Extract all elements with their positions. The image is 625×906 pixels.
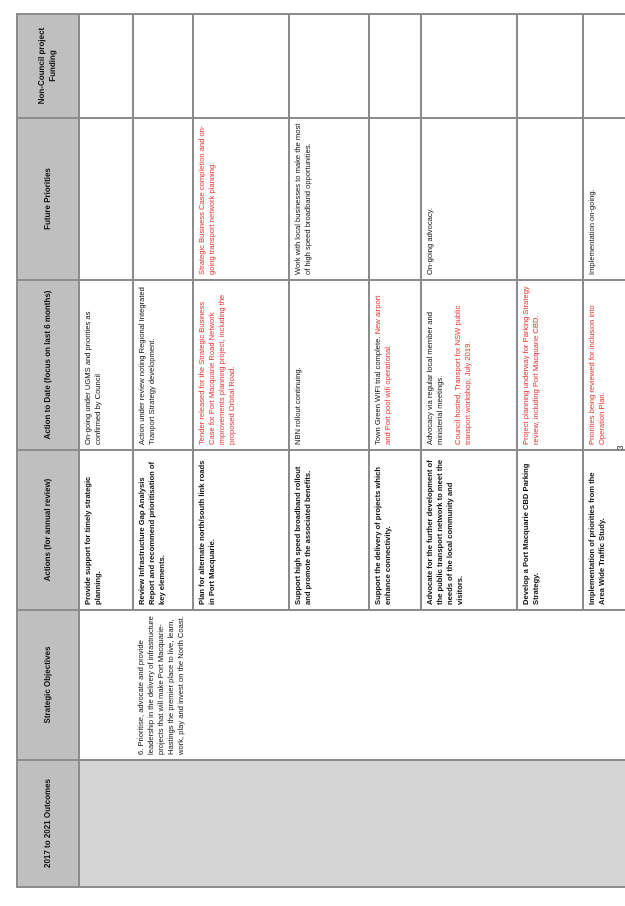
future-priorities-cell — [517, 118, 583, 280]
objective-cell-spacer — [79, 610, 133, 760]
header-action-to-date: Action to Date (focus on last 6 months) — [17, 280, 79, 450]
action-cell: Implementation of priorities from the Area Wide Traffic Study. — [583, 450, 625, 610]
table-row — [133, 14, 193, 887]
funding-cell — [133, 14, 193, 118]
action-to-date-cell: Priorities being reviewed for inclusion into Operation Plan. — [583, 280, 625, 450]
table-row — [79, 14, 133, 887]
action-cell: Plan for alternate north/south link roads in Port Macquarie. — [193, 450, 289, 610]
action-to-date-cell: Project planning underway for Parking Strategy review, including Port Macquarie CBD. — [517, 280, 583, 450]
header-outcomes: 2017 to 2021 Outcomes — [17, 760, 79, 887]
action-to-date-cell: On-going under UGMS and priorities as confirmed by Council — [79, 280, 133, 450]
future-priorities-cell: On-going advocacy. — [421, 118, 517, 280]
future-priorities-cell: Work with local businesses to make the most of high speed broadband opportunities. — [289, 118, 369, 280]
action-to-date-highlight: New airport and Port pool wifi operational. — [373, 295, 393, 445]
header-non-council-funding: Non-Council project Funding — [17, 14, 79, 118]
funding-cell — [79, 14, 133, 118]
action-to-date-text: Advocacy via regular local member and ministerial meetings. — [425, 312, 445, 445]
action-to-date-highlight: Council hosted, Transport for NSW public transport workshop, July 2019. — [453, 305, 473, 445]
action-to-date-cell: Action under review noting Regional Integrated Tranport Strategy development. — [133, 280, 193, 450]
header-strategic-objectives: Strategic Objectives — [17, 610, 79, 760]
future-priorities-cell: Strategic Business Case completion and on-going transport network planning. — [193, 118, 289, 280]
funding-cell — [517, 14, 583, 118]
future-priorities-cell — [79, 118, 133, 280]
funding-cell — [583, 14, 625, 118]
action-to-date-text: Town Green WIFI trial complete. — [373, 336, 382, 445]
funding-cell — [369, 14, 421, 118]
future-priorities-cell: Implementation on-going. — [583, 118, 625, 280]
action-to-date-cell — [421, 280, 517, 450]
table-header-row — [17, 14, 79, 887]
action-cell: Provide support for timely strategic planning. — [79, 450, 133, 610]
page-number: 3 — [616, 445, 625, 450]
future-priorities-cell — [133, 118, 193, 280]
strategic-objective-cell: 6. Prioritise, advocate and provide leadership in the delivery of infrastructure projects that will make Port Macquarie-Hastings the premier place to live, learn, work, play and invest on the North Coast. — [133, 610, 625, 760]
header-future-priorities: Future Priorities — [17, 118, 79, 280]
funding-cell — [193, 14, 289, 118]
action-to-date-cell: NBN rollout continuing. — [289, 280, 369, 450]
operational-plan-table — [16, 13, 625, 888]
action-to-date-cell — [369, 280, 421, 450]
header-actions: Actions (for annual review) — [17, 450, 79, 610]
action-to-date-cell: Tender released for the Strategic Business Case for Port Macquarie Road Network improvements planning project, including the proposed Orbital Road. — [193, 280, 289, 450]
funding-cell — [289, 14, 369, 118]
document-page — [16, 15, 608, 888]
action-cell: Support high speed broadband rollout and promote the associated benefits. — [289, 450, 369, 610]
action-cell: Develop a Port Macquarie CBD Parking Strategy. — [517, 450, 583, 610]
action-cell: Advocate for the further development of the public transport network to meet the needs of the local community and visitors. — [421, 450, 517, 610]
action-cell: Review Infrastructure Gap Analysis Report and recommend prioritisation of key elements. — [133, 450, 193, 610]
spacer — [445, 285, 453, 445]
funding-cell — [421, 14, 517, 118]
future-priorities-cell — [369, 118, 421, 280]
action-cell: Support the delivery of projects which enhance connectivity. — [369, 450, 421, 610]
outcome-cell — [79, 760, 625, 887]
